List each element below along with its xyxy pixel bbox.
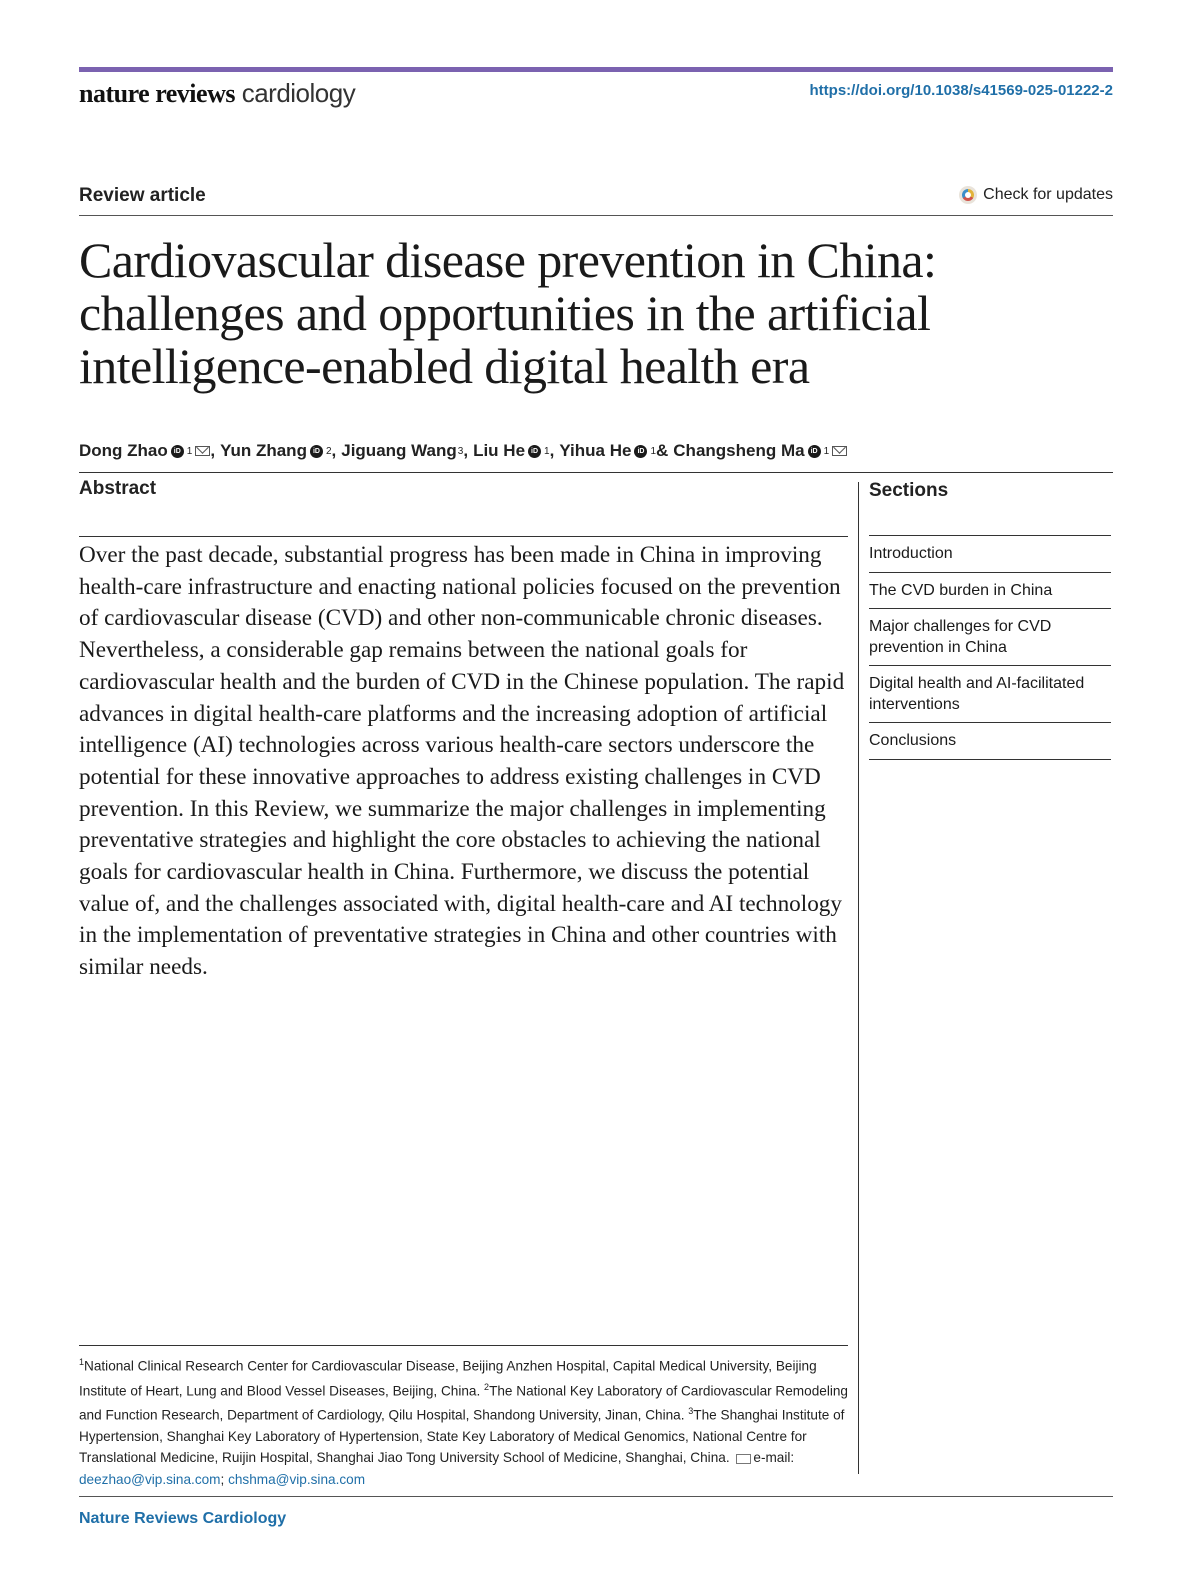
section-link-major-challenges[interactable]: Major challenges for CVD prevention in China bbox=[869, 609, 1111, 666]
footer-journal-name[interactable]: Nature Reviews Cardiology bbox=[79, 1510, 287, 1527]
article-title: Cardiovascular disease prevention in China: challenges and opportunities in the artificial intelligence-enabled digital health era bbox=[79, 232, 937, 394]
author-name[interactable]: Yihua He bbox=[559, 441, 632, 460]
section-link-cvd-burden[interactable]: The CVD burden in China bbox=[869, 573, 1111, 610]
column-divider bbox=[858, 482, 859, 1474]
journal-name-bold: nature reviews bbox=[79, 79, 235, 108]
author-name[interactable]: Dong Zhao bbox=[79, 441, 168, 460]
orcid-icon[interactable]: iD bbox=[528, 445, 541, 458]
author-separator: , bbox=[549, 441, 555, 460]
email-label: e-mail: bbox=[753, 1450, 795, 1466]
author-separator: , bbox=[210, 441, 216, 460]
email-icon[interactable] bbox=[832, 446, 847, 456]
author-separator: , bbox=[331, 441, 337, 460]
author-name[interactable]: Yun Zhang bbox=[220, 441, 307, 460]
affiliation-1: National Clinical Research Center for Cardiovascular Disease, Beijing Anzhen Hospital, Capital Medical University, Beijing Institute of Heart, Lung and Blood Vessel Diseases, Beijing, China. bbox=[79, 1358, 817, 1399]
orcid-icon[interactable]: iD bbox=[808, 445, 821, 458]
author-name[interactable]: Changsheng Ma bbox=[673, 441, 805, 460]
orcid-icon[interactable]: iD bbox=[634, 445, 647, 458]
author-affiliation-marker: 3 bbox=[457, 445, 464, 457]
author-affiliation-marker: 1 bbox=[823, 445, 830, 457]
author-affiliation-marker: 1 bbox=[186, 445, 193, 457]
author-affiliation-marker: 1 bbox=[544, 445, 550, 457]
journal-name-light: cardiology bbox=[241, 78, 356, 108]
aff-marker-3: 3 bbox=[688, 1406, 694, 1417]
author-list bbox=[79, 441, 847, 461]
sections-heading: Sections bbox=[869, 480, 949, 501]
author-affiliation-marker: 1 bbox=[650, 445, 656, 457]
check-updates-button[interactable] bbox=[959, 186, 1113, 204]
author-affiliation-marker: 2 bbox=[325, 445, 332, 457]
author-name[interactable]: Liu He bbox=[473, 441, 526, 460]
email-icon bbox=[736, 1454, 751, 1464]
journal-accent-bar bbox=[79, 67, 1113, 72]
article-type-label: Review article bbox=[79, 185, 206, 206]
authors-divider bbox=[79, 472, 1113, 473]
author-name[interactable]: Jiguang Wang bbox=[341, 441, 457, 460]
abstract-divider bbox=[79, 536, 848, 537]
author-separator: , bbox=[463, 441, 469, 460]
header-divider bbox=[79, 215, 1113, 216]
orcid-icon[interactable]: iD bbox=[310, 445, 323, 458]
abstract-text: Over the past decade, substantial progress has been made in China in improving health-care infrastructure and enacting national policies focused on the prevention of cardiovascular disease (CVD) and other non-communicable chronic diseases. Nevertheless, a considerable gap remains between the national goals for cardiovascular health and the burden of CVD in the Chinese population. The rapid advances in digital health-care platforms and the increasing adoption of artificial intelligence (AI) technologies across various health-care sectors underscore the potential for these innovative approaches to address existing challenges in CVD prevention. In this Review, we summarize the major challenges in implementing preventative strategies and highlight the core obstacles to achieving the national goals for cardiovascular health in China. Furthermore, we discuss the potential value of, and the challenges associated with, digital health-care and AI technology in the implementation of preventative strategies in China and other countries with similar needs. bbox=[79, 542, 845, 981]
footnote-divider bbox=[79, 1345, 848, 1346]
check-updates-label: Check for updates bbox=[983, 186, 1113, 203]
author-separator: & bbox=[656, 441, 669, 460]
footer-divider bbox=[79, 1496, 1113, 1497]
aff-marker-2: 2 bbox=[484, 1381, 490, 1392]
crossmark-icon bbox=[959, 186, 977, 204]
affiliation-2: The National Key Laboratory of Cardiovascular Remodeling and Function Research, Department of Cardiology, Qilu Hospital, Shandong University, Jinan, China. bbox=[79, 1383, 848, 1423]
sections-nav bbox=[869, 535, 1111, 760]
email-link-ma[interactable]: chshma@vip.sina.com bbox=[228, 1471, 366, 1487]
email-icon[interactable] bbox=[195, 446, 210, 456]
affiliations-footnote: $^1$National Clinical Research Center for Cardiovascular Disease, Beijing Anzhen Hospital, Capital Medical University, Beijing Institute of Heart, Lung and Blood Vessel Diseases, Beijing, China. $^2$The National Key Laboratory of Cardiovascular Remodeling and Function Research, Department of Cardiology, Qilu Hospital, Shandong University, Jinan, China. $^3$The Shanghai Institute of Hypertension, Shanghai Key Laboratory of Hypertension, State Key Laboratory of Medical Genomics, National Centre for Translational Medicine, Ruijin Hospital, Shanghai Jiao Tong University School of Medicine, Shanghai, China. e-mail: deezhao@vip.sina.com; chshma@vip.sina.com bbox=[79, 1357, 848, 1487]
aff-marker-1: 1 bbox=[79, 1357, 85, 1367]
section-link-conclusions[interactable]: Conclusions bbox=[869, 723, 1111, 760]
abstract-heading: Abstract bbox=[79, 478, 157, 499]
affiliation-3: The Shanghai Institute of Hypertension, Shanghai Key Laboratory of Hypertension, State Key Laboratory of Medical Genomics, National Centre for Translational Medicine, Ruijin Hospital, Shanghai Jiao Tong University School of Medicine, Shanghai, China. bbox=[79, 1408, 845, 1466]
section-link-introduction[interactable]: Introduction bbox=[869, 536, 1111, 573]
orcid-icon[interactable]: iD bbox=[171, 445, 184, 458]
section-link-digital-health[interactable]: Digital health and AI-facilitated interventions bbox=[869, 666, 1111, 723]
doi-link[interactable]: https://doi.org/10.1038/s41569-025-01222-2 bbox=[809, 82, 1113, 99]
email-link-zhao[interactable]: deezhao@vip.sina.com bbox=[79, 1471, 221, 1487]
journal-masthead[interactable] bbox=[79, 78, 355, 109]
